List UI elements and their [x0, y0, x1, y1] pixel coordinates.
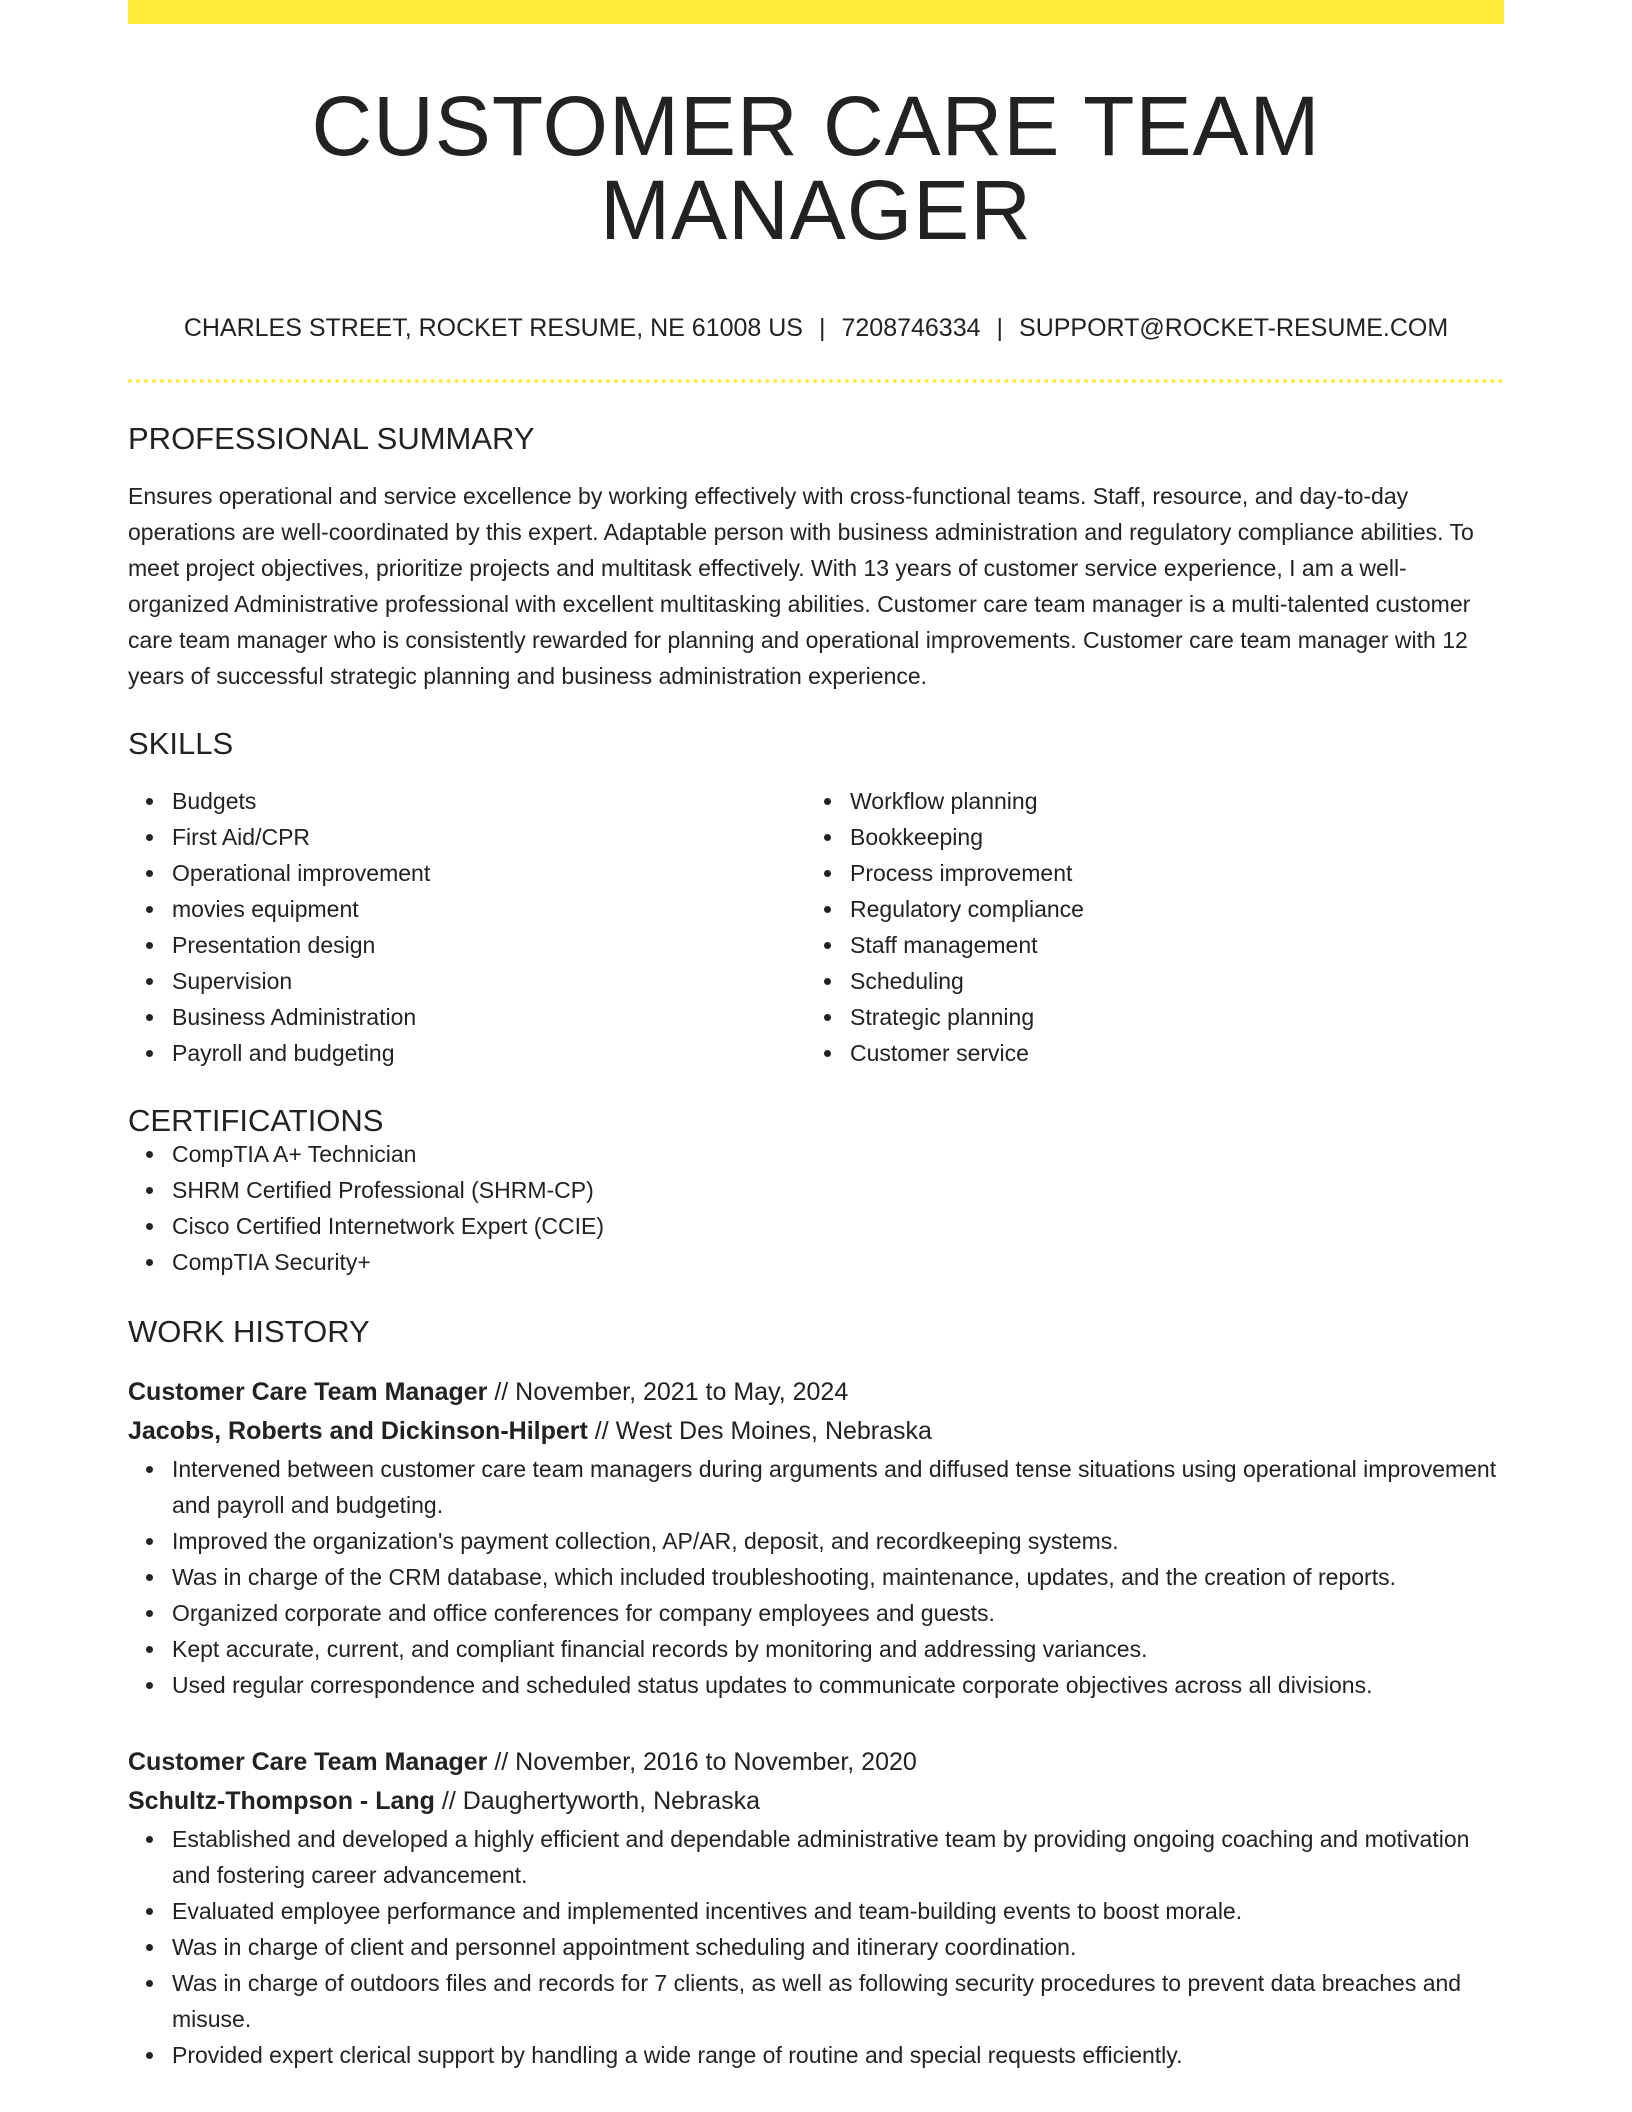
- skill-item: Scheduling: [850, 963, 1484, 999]
- job-bullet-list: [128, 1821, 1504, 2073]
- job-role: Customer Care Team Manager: [128, 1378, 488, 1406]
- skills-heading: SKILLS: [128, 726, 234, 761]
- skill-item: Customer service: [850, 1035, 1484, 1071]
- skills-column-right: [806, 783, 1484, 1071]
- job-dates: // November, 2016 to November, 2020: [487, 1748, 917, 1776]
- certifications-list: [128, 1136, 1504, 1280]
- skill-item: movies equipment: [172, 891, 806, 927]
- skill-item: Strategic planning: [850, 999, 1484, 1035]
- contact-line: [128, 316, 1504, 341]
- job-bullet: Established and developed a highly efficient and dependable administrative team by providing ongoing coaching and motivation and fostering career advancement.: [172, 1821, 1504, 1893]
- skill-item: Process improvement: [850, 855, 1484, 891]
- contact-separator: |: [996, 314, 1004, 342]
- contact-email: SUPPORT@ROCKET-RESUME.COM: [1019, 314, 1449, 342]
- job-bullet: Provided expert clerical support by handling a wide range of routine and special requests efficiently.: [172, 2037, 1504, 2073]
- contact-address: CHARLES STREET, ROCKET RESUME, NE 61008 US: [183, 314, 803, 342]
- job-entry: [128, 1373, 1504, 1703]
- job-bullet: Was in charge of client and personnel appointment scheduling and itinerary coordination.: [172, 1929, 1504, 1965]
- job-bullet-list: [128, 1451, 1504, 1703]
- skills-column-left: [128, 783, 806, 1071]
- job-role: Customer Care Team Manager: [128, 1748, 488, 1776]
- candidate-name: CUSTOMER CARE TEAM MANAGER: [311, 79, 1321, 257]
- job-bullet: Evaluated employee performance and implemented incentives and team-building events to boost morale.: [172, 1893, 1504, 1929]
- skills-list-left: [128, 783, 806, 1071]
- accent-top-bar: [128, 0, 1504, 24]
- job-location: // West Des Moines, Nebraska: [587, 1417, 932, 1445]
- job-company-line: [128, 1782, 1504, 1821]
- skill-item: Business Administration: [172, 999, 806, 1035]
- job-company-line: [128, 1412, 1504, 1451]
- job-bullet: Organized corporate and office conferences for company employees and guests.: [172, 1595, 1504, 1631]
- certification-item: SHRM Certified Professional (SHRM-CP): [172, 1172, 1504, 1208]
- job-entry: [128, 1743, 1504, 2073]
- certification-item: CompTIA Security+: [172, 1244, 1504, 1280]
- job-bullet: Improved the organization's payment collection, AP/AR, deposit, and recordkeeping systems.: [172, 1523, 1504, 1559]
- skill-item: First Aid/CPR: [172, 819, 806, 855]
- job-company: Jacobs, Roberts and Dickinson-Hilpert: [128, 1417, 588, 1445]
- resume-page: [128, 0, 1504, 2073]
- skill-item: Presentation design: [172, 927, 806, 963]
- summary-heading: PROFESSIONAL SUMMARY: [128, 421, 535, 456]
- certification-item: CompTIA A+ Technician: [172, 1136, 1504, 1172]
- job-location: // Daughertyworth, Nebraska: [434, 1787, 761, 1815]
- job-bullet: Was in charge of outdoors files and records for 7 clients, as well as following security procedures to prevent data breaches and misuse.: [172, 1965, 1504, 2037]
- job-title-line: [128, 1373, 1504, 1412]
- skill-item: Operational improvement: [172, 855, 806, 891]
- job-title-line: [128, 1743, 1504, 1782]
- skill-item: Staff management: [850, 927, 1484, 963]
- job-bullet: Was in charge of the CRM database, which included troubleshooting, maintenance, updates, and the creation of reports.: [172, 1559, 1504, 1595]
- job-bullet: Intervened between customer care team managers during arguments and diffused tense situations using operational improvement and payroll and budgeting.: [172, 1451, 1504, 1523]
- skills-list-right: [806, 783, 1484, 1071]
- skill-item: Workflow planning: [850, 783, 1484, 819]
- job-dates: // November, 2021 to May, 2024: [487, 1378, 849, 1406]
- work-history-heading: WORK HISTORY: [128, 1314, 370, 1349]
- certifications-heading: CERTIFICATIONS: [128, 1103, 384, 1138]
- summary-text: Ensures operational and service excellence by working effectively with cross-functional teams. Staff, resource, and day-to-day operations are well-coordinated by this expert. Adaptable person with business administration and regulatory compliance abilities. To meet project objectives, prioritize projects and multitask effectively. With 13 years of customer service experience, I am a well-organized Administrative professional with excellent multitasking abilities. Customer care team manager is a multi-talented customer care team manager who is consistently rewarded for planning and operational improvements. Customer care team manager with 12 years of successful strategic planning and business administration experience.: [128, 483, 1474, 689]
- skill-item: Supervision: [172, 963, 806, 999]
- skill-item: Budgets: [172, 783, 806, 819]
- skill-item: Payroll and budgeting: [172, 1035, 806, 1071]
- skills-grid: [128, 783, 1504, 1071]
- certification-item: Cisco Certified Internetwork Expert (CCIE): [172, 1208, 1504, 1244]
- job-bullet: Kept accurate, current, and compliant financial records by monitoring and addressing variances.: [172, 1631, 1504, 1667]
- skill-item: Regulatory compliance: [850, 891, 1484, 927]
- skill-item: Bookkeeping: [850, 819, 1484, 855]
- contact-phone: 7208746334: [841, 314, 981, 342]
- contact-separator: |: [818, 314, 826, 342]
- job-company: Schultz-Thompson - Lang: [128, 1787, 435, 1815]
- job-bullet: Used regular correspondence and scheduled status updates to communicate corporate objectives across all divisions.: [172, 1667, 1504, 1703]
- dotted-divider: [128, 379, 1504, 383]
